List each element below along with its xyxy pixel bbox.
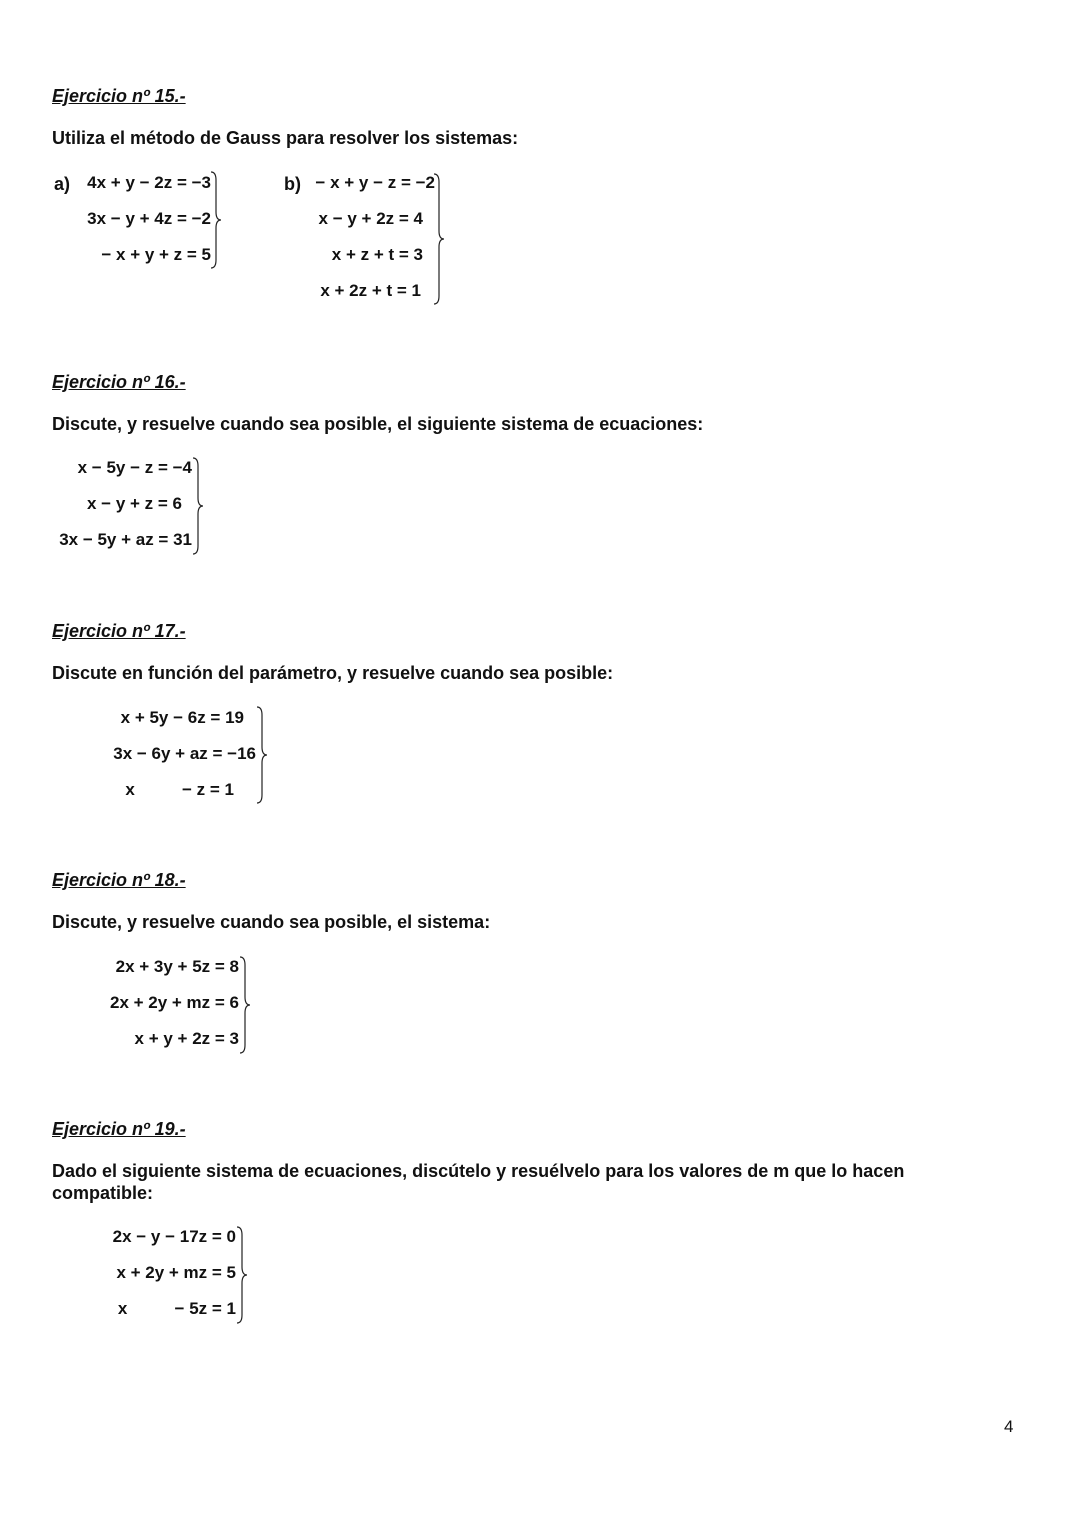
equation: x − 5y − z = −4 [77, 458, 192, 477]
exercise-18-heading: Ejercicio nº 18.- [52, 870, 186, 890]
equation: 3x − 6y + az = −16 [113, 744, 256, 763]
equation: 3x − 5y + az = 31 [59, 530, 192, 549]
exercise-18-brace-icon [238, 955, 252, 1055]
exercise-19-heading: Ejercicio nº 19.- [52, 1119, 186, 1139]
exercise-16-system [52, 450, 192, 558]
equation: 2x − y − 17z = 0 [112, 1227, 236, 1246]
exercise-16-instruction: Discute, y resuelve cuando sea posible, el siguiente sistema de ecuaciones: [52, 414, 704, 434]
equation: x − z = 1 [125, 780, 234, 799]
exercise-15-heading: Ejercicio nº 15.- [52, 86, 186, 106]
equation: x + 5y − 6z = 19 [120, 708, 244, 727]
equation: 2x + 3y + 5z = 8 [115, 957, 239, 976]
exercise-19-instruction-line2: compatible: [52, 1183, 154, 1203]
exercise-15-part-a-label: a) [54, 174, 71, 194]
exercise-17-system [104, 700, 256, 808]
exercise-15-a-brace-icon [209, 170, 223, 270]
exercise-19-instruction-line1: Dado el siguiente sistema de ecuaciones, discútelo y resuélvelo para los valores de m que lo hacen [52, 1161, 905, 1181]
exercise-19-system [100, 1219, 236, 1327]
exercise-15-part-b-label: b) [284, 174, 301, 194]
equation: x − y + z = 6 [87, 494, 182, 513]
exercise-16-brace-icon [191, 456, 205, 556]
equation: x + y + 2z = 3 [134, 1029, 239, 1048]
equation: 3x − y + 4z = −2 [87, 209, 211, 228]
equation: 2x + 2y + mz = 6 [109, 993, 239, 1012]
equation: x + z + t = 3 [331, 245, 423, 264]
equation: x − y + 2z = 4 [318, 209, 423, 228]
exercise-15-b-brace-icon [432, 172, 446, 306]
exercise-18-instruction: Discute, y resuelve cuando sea posible, el sistema: [52, 912, 491, 932]
exercise-15-system-b [306, 165, 435, 309]
equation: 4x + y − 2z = −3 [87, 173, 211, 192]
equation: − x + y − z = −2 [315, 173, 435, 192]
equation: x + 2y + mz = 5 [116, 1263, 236, 1282]
exercise-15-system-a [78, 165, 211, 273]
exercise-16-heading: Ejercicio nº 16.- [52, 372, 186, 392]
equation: − x + y + z = 5 [101, 245, 211, 264]
exercise-17-heading: Ejercicio nº 17.- [52, 621, 186, 641]
exercise-15-instruction: Utiliza el método de Gauss para resolver los sistemas: [52, 128, 519, 148]
exercise-19-brace-icon [235, 1225, 249, 1325]
equation: x + 2z + t = 1 [320, 281, 421, 300]
exercise-17-brace-icon [255, 705, 269, 805]
page-number: 4 [1004, 1417, 1014, 1436]
equation: x − 5z = 1 [117, 1299, 236, 1318]
exercise-18-system [100, 949, 239, 1057]
exercise-17-instruction: Discute en función del parámetro, y resuelve cuando sea posible: [52, 663, 614, 683]
